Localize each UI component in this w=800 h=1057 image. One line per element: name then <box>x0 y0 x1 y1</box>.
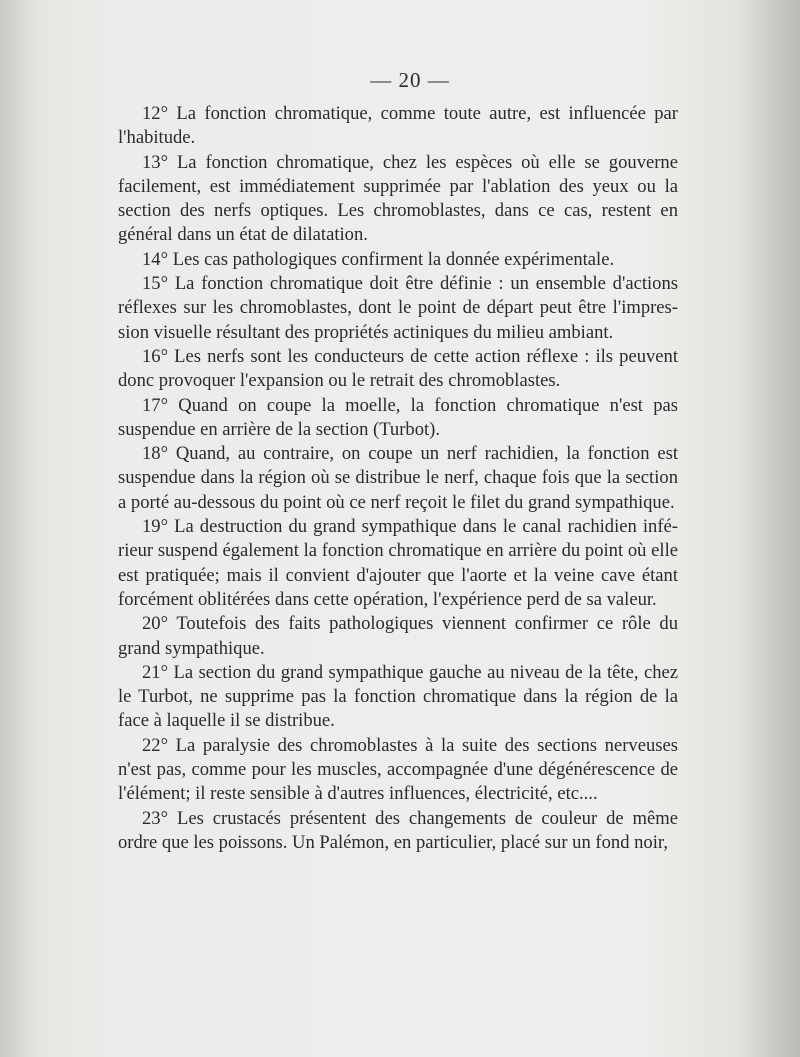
paragraph-number: 17° <box>142 394 169 416</box>
paragraph-text: La fonction chromatique, chez les espèces où elle se gouverne facilement, est immédiatement supprimée par l'ablation des yeux ou la section des nerfs optiques. Les chromoblastes, dans ce cas, restent en général dans un état de dilatation. <box>118 151 678 246</box>
page-number: — 20 — <box>370 68 450 92</box>
paragraph-text: Les cas pathologiques confirment la donnée expérimentale. <box>172 248 615 270</box>
paragraph-text: Quand, au contraire, on coupe un nerf rachidien, la fonction est suspendue dans la région où se distribue le nerf, chaque fois que la section a porté au-dessous du point où ce nerf reçoit le filet du grand sympathique. <box>118 443 678 513</box>
paragraph-22 <box>118 734 678 807</box>
paragraph-number: 14° <box>142 248 169 270</box>
paragraph-21 <box>118 661 678 734</box>
paragraph-23 <box>118 807 678 856</box>
paragraph-number: 15° <box>142 273 169 295</box>
paragraph-number: 13° <box>142 151 169 173</box>
paragraph-15 <box>118 272 678 345</box>
paragraph-text: La destruction du grand sympathique dans le canal rachidien inférieur suspend également la fonction chromatique en arrière du point où elle est pratiquée; mais il convient d'ajouter que l'aorte et la veine cave étant forcément oblitérées dans cette opération, l'expérience perd de sa valeur. <box>118 516 678 610</box>
paragraph-number: 21° <box>142 661 169 683</box>
paragraph-14 <box>118 248 678 272</box>
paragraph-12 <box>118 102 678 151</box>
paragraph-number: 18° <box>142 443 169 465</box>
paragraph-19 <box>118 515 678 612</box>
page-edge-shadow <box>740 0 800 1057</box>
paragraph-text: Toutefois des faits pathologiques viennent confirmer ce rôle du grand sympathique. <box>118 613 679 659</box>
paragraph-number: 19° <box>142 516 169 538</box>
paragraph-number: 22° <box>142 734 169 756</box>
paragraph-17 <box>118 394 678 443</box>
paragraph-text: Les nerfs sont les conducteurs de cette action réflexe : ils peuvent donc provoquer l'expansion ou le retrait des chromoblastes. <box>118 345 679 392</box>
paragraph-20 <box>118 612 678 661</box>
paragraph-number: 12° <box>142 103 169 124</box>
paragraph-number: 16° <box>142 345 169 367</box>
paragraph-18 <box>118 442 678 515</box>
paragraph-16 <box>118 345 678 394</box>
paragraph-text: La section du grand sympathique gauche au niveau de la tête, chez le Turbot, ne supprime pas la fonction chromatique dans la région de la face à laquelle il se distribue. <box>118 661 678 732</box>
paragraph-number: 20° <box>142 613 169 635</box>
paragraph-text: Quand on coupe la moelle, la fonction chromatique n'est pas suspendue en arrière de la section (Turbot). <box>118 394 678 440</box>
paragraph-text: Les crustacés présentent des changements de couleur de même ordre que les poissons. Un Palémon, en particulier, placé sur un fond noir, <box>118 807 678 853</box>
paragraph-text: La fonction chromatique, comme toute autre, est influencée par l'habitude. <box>118 103 678 149</box>
body-text <box>118 102 678 855</box>
paragraph-number: 23° <box>142 807 169 829</box>
paragraph-13 <box>118 151 678 248</box>
paragraph-text: La paralysie des chromoblastes à la suite des sections nerveuses n'est pas, comme pour les muscles, accompagnée d'une dégénérescence de l'élément; il reste sensible à d'autres influences, électricité, etc.... <box>118 734 678 805</box>
paragraph-text: La fonction chromatique doit être définie : un ensemble d'actions réflexes sur les chromoblastes, dont le point de départ peut être l'impression visuelle résultant des propriétés actiniques du milieu ambiant. <box>118 273 678 343</box>
